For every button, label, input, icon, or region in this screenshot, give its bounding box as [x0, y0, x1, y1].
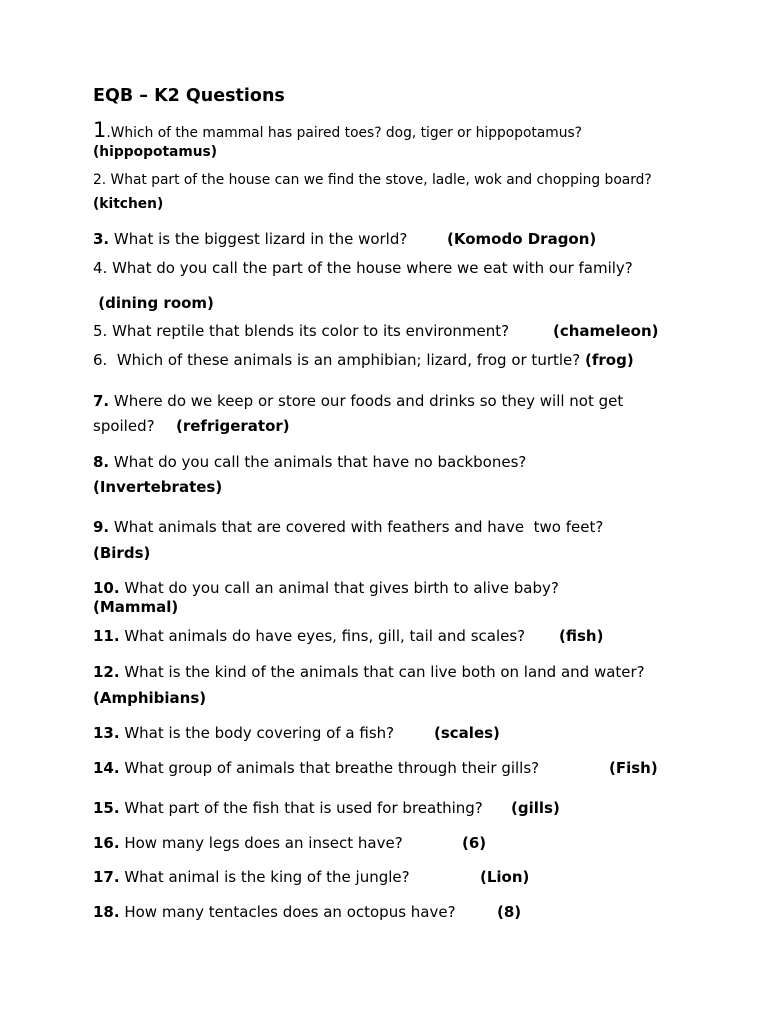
question-16-text: How many legs does an insect have? [119, 834, 403, 852]
question-17-number: 17. [93, 868, 120, 886]
question-16-number: 16. [93, 834, 120, 852]
answer-17: (Lion) [480, 868, 530, 886]
question-16 [93, 834, 403, 852]
question-7-continued: spoiled? [93, 417, 155, 435]
question-15-text: What part of the fish that is used for breathing? [119, 799, 483, 817]
question-14-number: 14. [93, 759, 120, 777]
answer-2: (kitchen) [93, 196, 164, 212]
question-15-number: 15. [93, 799, 120, 817]
question-15 [93, 799, 483, 817]
question-3 [93, 230, 407, 248]
answer-3: (Komodo Dragon) [447, 230, 597, 248]
question-4: 4. What do you call the part of the house where we eat with our family? [93, 259, 633, 277]
question-2 [93, 171, 652, 189]
answer-14: (Fish) [609, 759, 658, 777]
question-10-number: 10. [93, 579, 120, 597]
question-10 [93, 579, 559, 597]
question-1-number: 1 [93, 118, 107, 142]
answer-6: (frog) [585, 351, 634, 369]
question-14 [93, 759, 539, 777]
question-12-number: 12. [93, 663, 120, 681]
question-18 [93, 903, 456, 921]
question-9-text: What animals that are covered with feathers and have two feet? [109, 518, 604, 536]
answer-7: (refrigerator) [176, 417, 290, 435]
question-1 [93, 118, 582, 145]
question-9-number: 9. [93, 518, 110, 536]
question-10-text: What do you call an animal that gives birth to alive baby? [119, 579, 559, 597]
question-11 [93, 627, 525, 645]
question-7-text: Where do we keep or store our foods and drinks so they will not get [109, 392, 624, 410]
question-3-number: 3. [93, 230, 110, 248]
answer-11: (fish) [559, 627, 604, 645]
question-14-text: What group of animals that breathe through their gills? [119, 759, 540, 777]
answer-8: (Invertebrates) [93, 478, 223, 496]
answer-15: (gills) [511, 799, 560, 817]
question-13-text: What is the body covering of a fish? [119, 724, 395, 742]
answer-18: (8) [497, 903, 522, 921]
question-7 [93, 392, 623, 410]
answer-4: (dining room) [93, 294, 214, 312]
question-18-number: 18. [93, 903, 120, 921]
question-8-text: What do you call the animals that have no backbones? [109, 453, 527, 471]
answer-1: (hippopotamus) [93, 144, 218, 160]
question-17 [93, 868, 410, 886]
question-13 [93, 724, 394, 742]
question-18-text: How many tentacles does an octopus have? [119, 903, 456, 921]
question-5: 5. What reptile that blends its color to its environment? [93, 322, 510, 340]
question-6-text: 6. Which of these animals is an amphibian; lizard, frog or turtle? [93, 351, 585, 369]
question-11-number: 11. [93, 627, 120, 645]
question-1-text: .Which of the mammal has paired toes? dog, tiger or hippopotamus? [106, 125, 582, 141]
question-12 [93, 663, 645, 681]
question-8 [93, 453, 526, 471]
question-13-number: 13. [93, 724, 120, 742]
answer-13: (scales) [434, 724, 500, 742]
question-3-text: What is the biggest lizard in the world? [109, 230, 408, 248]
question-9 [93, 518, 603, 536]
question-2-text: . What part of the house can we find the stove, ladle, wok and chopping board? [101, 172, 652, 188]
question-2-number: 2 [93, 172, 102, 188]
answer-10: (Mammal) [93, 598, 179, 616]
question-7-number: 7. [93, 392, 110, 410]
question-6 [93, 351, 634, 369]
page-title: EQB – K2 Questions [93, 86, 285, 106]
question-12-text: What is the kind of the animals that can live both on land and water? [119, 663, 645, 681]
answer-16: (6) [462, 834, 487, 852]
question-8-number: 8. [93, 453, 110, 471]
answer-9: (Birds) [93, 544, 151, 562]
question-17-text: What animal is the king of the jungle? [119, 868, 410, 886]
answer-5: (chameleon) [553, 322, 659, 340]
question-11-text: What animals do have eyes, fins, gill, tail and scales? [119, 627, 526, 645]
answer-12: (Amphibians) [93, 689, 207, 707]
